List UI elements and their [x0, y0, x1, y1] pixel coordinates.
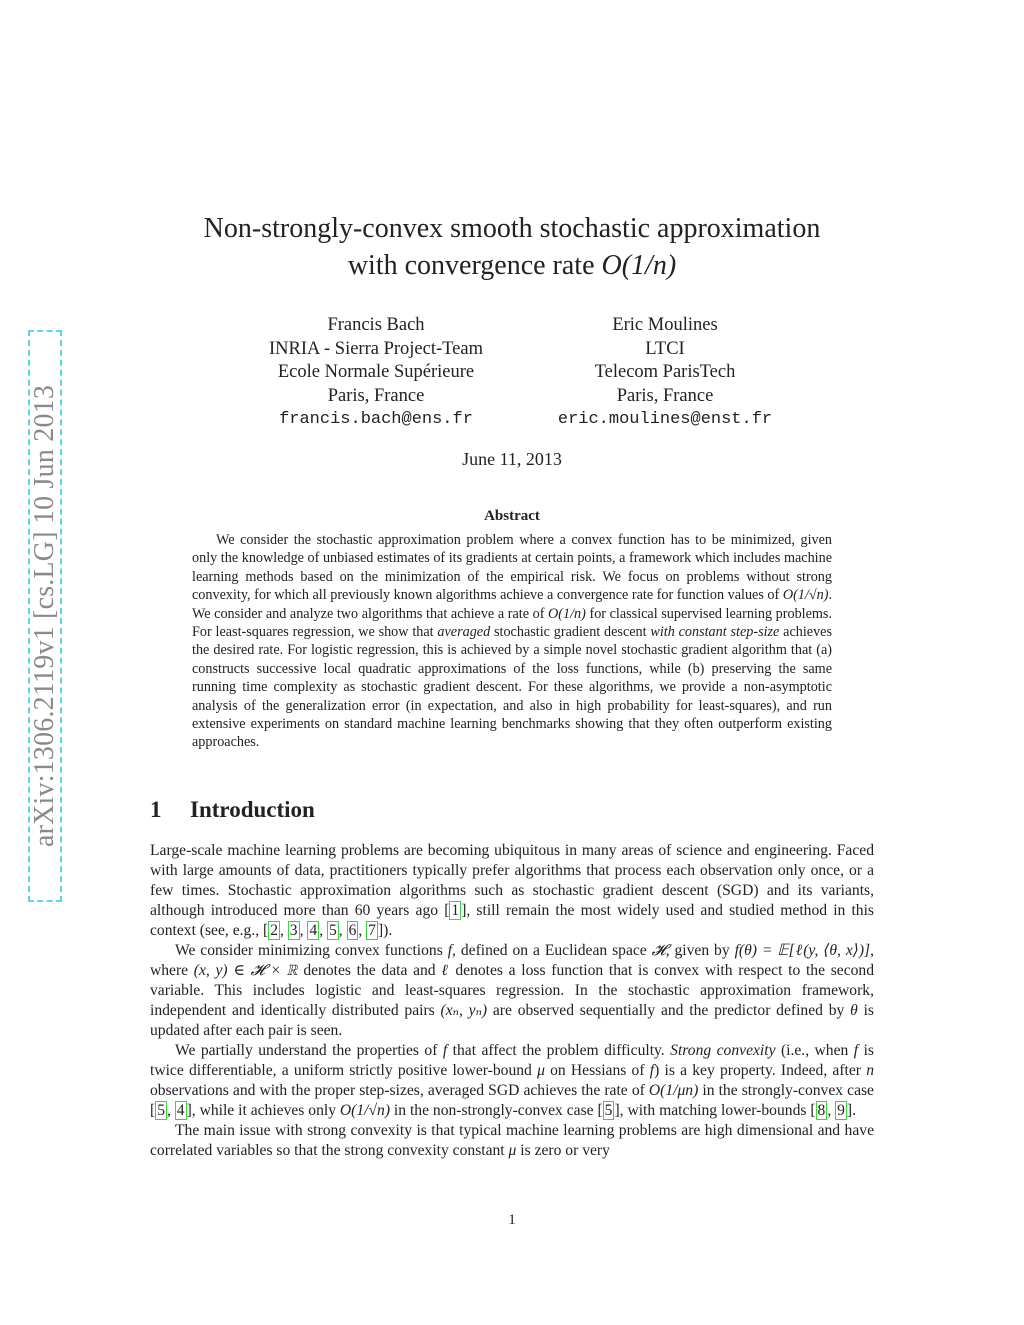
author-name: Francis Bach [327, 315, 425, 335]
arxiv-stamp[interactable] [28, 330, 62, 902]
text-span: ]. [846, 1102, 857, 1119]
citation-link[interactable]: 4 [309, 922, 318, 939]
author-affiliation: Ecole Normale Supérieure [277, 362, 475, 382]
text-span: ) is a key property. Indeed, after [654, 1062, 867, 1079]
citation-link[interactable]: 3 [289, 922, 298, 939]
math-inline: (x, y) ∈ 𝓗 × ℝ [193, 962, 298, 979]
author-affiliation: INRIA - Sierra Project-Team [269, 338, 483, 359]
text-span: observations and with the proper step-sizes, averaged SGD achieves the rate of [150, 1082, 649, 1099]
emphasis: averaged [437, 624, 491, 641]
text-span: in the non-strongly-convex case [ [390, 1102, 603, 1119]
math-inline: O(1/√n) [782, 587, 829, 604]
citation-link[interactable]: 9 [837, 1102, 845, 1119]
text-span: is twice differentiable, a uniform strictly positive lower-bound [150, 1042, 874, 1079]
math-inline: 𝓗 [651, 942, 666, 959]
text-span: , where [150, 942, 874, 979]
author-location: Paris, France [616, 385, 714, 406]
citation-link[interactable]: 7 [368, 922, 376, 939]
citation-link[interactable]: 4 [176, 1102, 185, 1119]
citation-link[interactable]: 5 [157, 1102, 165, 1119]
paragraph-1: Large-scale machine learning problems are becoming ubiquitous in many areas of science and engineering. Faced with large amounts of data, practitioners typically prefer algorithms that process each observation only once, or a few times. Stochastic approximation algorithms such as stochastic gradient descent (SGD) and its variants, although introduced more than 60 years ago [ 1 ], still remain the most widely used and studied method in this context (see, e.g., [ 2 , 3 , 4 , 5 , 6 , 7 ]). [150, 842, 874, 939]
section-number: 1 [150, 797, 162, 822]
author-block-moulines [515, 314, 815, 432]
paper-title [150, 210, 874, 284]
abstract-span: for classical supervised learning problems. For least-squares regression, we show that [192, 605, 832, 641]
text-span: We partially understand the properties of [175, 1042, 443, 1059]
math-inline: f [447, 942, 453, 959]
math-inline: f [649, 1062, 655, 1079]
math-inline: f(θ) = 𝔼[ℓ(y, ⟨θ, x⟩)] [734, 942, 871, 959]
citation-link[interactable]: 1 [451, 902, 460, 919]
text-span: , defined on a Euclidean space [452, 942, 652, 959]
emphasis: Strong convexity [670, 1042, 776, 1059]
math-inline: μ [537, 1062, 545, 1079]
paragraph-4 [150, 1121, 874, 1161]
text-span: is zero or very [516, 1142, 610, 1159]
text-span: Large-scale machine learning problems are becoming ubiquitous in many areas of science and engineering. Faced with large amounts of data, practitioners typically prefer algorithms that process each observation only once, or a few times. Stochastic approximation algorithms such as stochastic gradient descent (SGD) and its variants, although introduced more than 60 years ago [ [150, 842, 874, 919]
abstract-heading: Abstract [484, 508, 540, 524]
math-inline: f [853, 1042, 859, 1059]
abstract-text [192, 531, 832, 752]
author-location: Paris, France [327, 385, 425, 406]
paragraph-3: We partially understand the properties of f that affect the problem difficulty. Strong convexity (i.e., when f is twice differentiable, a uniform strictly positive lower-bound μ on Hessians of f) is a key property. Indeed, after n observations and with the proper step-sizes, averaged SGD achieves the rate of O(1/μn) in the strongly-convex case [ 5 , 4 ], while it achieves only O(1/√n) in the non-strongly-convex case [ 5 ], with matching lower-bounds [ 8 , 9 ]. [150, 1042, 875, 1119]
text-span: ]). [377, 922, 393, 939]
citation-link[interactable]: 5 [604, 1102, 613, 1119]
math-inline: O(1/n) [548, 605, 586, 622]
math-inline: f [442, 1042, 448, 1059]
text-span: ], still remain the most widely used and studied method in this context (see, e.g., [ [150, 902, 874, 939]
abstract-span: stochastic gradient descent [490, 624, 651, 641]
text-span: that affect the problem difficulty. [447, 1042, 671, 1059]
author-affiliation: LTCI [645, 338, 685, 359]
arxiv-id: arXiv:1306.2119v1 [cs.LG] 10 Jun 2013 [29, 384, 60, 848]
math-inline: θ [850, 1002, 858, 1019]
paragraph-2 [150, 941, 874, 1041]
text-span: (i.e., when [775, 1042, 854, 1059]
math-inline: n [866, 1062, 875, 1079]
citation-link[interactable]: 5 [328, 922, 337, 939]
abstract-span: . We consider and analyze two algorithms that achieve a rate of [192, 587, 832, 622]
math-inline: ℓ [441, 962, 450, 979]
text-span: ], while it achieves only [186, 1102, 340, 1119]
title-line-1: Non-strongly-convex smooth stochastic approximation [203, 213, 821, 244]
author-name: Eric Moulines [612, 315, 718, 335]
section-title: Introduction [190, 797, 315, 822]
paper-date: June 11, 2013 [462, 449, 562, 469]
math-inline: μ [508, 1142, 517, 1159]
math-inline: O(1/μn) [648, 1082, 699, 1099]
text-span: are observed sequentially and the predictor defined by [487, 1002, 851, 1019]
text-span: in the strongly-convex case [ [150, 1082, 874, 1119]
body-text [150, 841, 874, 1161]
section-heading [150, 797, 315, 823]
author-block-bach [226, 314, 526, 432]
title-math: O(1/n) [601, 250, 677, 281]
math-inline: O(1/√n) [339, 1102, 391, 1119]
text-span: , given by [665, 942, 735, 959]
citation-link[interactable]: 2 [270, 922, 278, 939]
author-email[interactable]: eric.moulines@enst.fr [557, 410, 773, 429]
abstract-span: We consider the stochastic approximation problem where a convex function has to be minimized, given only the knowledge of unbiased estimates of its gradients at certain points, a framework which includes machine learning methods based on the minimization of the empirical risk. We focus on problems without strong convexity, for which all previously known algorithms achieve a convergence rate for function values of [192, 532, 832, 604]
text-span: denotes the data and [297, 962, 442, 979]
text-span: denotes a loss function that is convex with respect to the second variable. This includes logistic and least-squares regression. In the stochastic approximation framework, independent and identically distributed pairs [150, 962, 874, 1019]
text-span: on Hessians of [544, 1062, 650, 1079]
math-inline: (xₙ, yₙ) [440, 1002, 488, 1019]
text-span: ], with matching lower-bounds [ [614, 1102, 816, 1119]
text-span: is updated after each pair is seen. [150, 1002, 874, 1039]
abstract-span: achieves the desired rate. For logistic regression, this is achieved by a simple novel stochastic gradient algorithm that (a) constructs successive local quadratic approximations of the loss functions, while (b) preserving the same running time complexity as stochastic gradient descent. For these algorithms, we provide a non-asymptotic analysis of the generalization error (in expectation, and also in high probability for least-squares), and run extensive experiments on standard machine learning benchmarks showing that they often outperform existing approaches. [192, 624, 832, 751]
page-number: 1 [508, 1212, 516, 1228]
text-span: The main issue with strong convexity is that typical machine learning problems are high dimensional and have correlated variables so that the strong convexity constant [150, 1122, 874, 1159]
emphasis: with constant step-size [650, 624, 780, 641]
text-span: We consider minimizing convex functions [175, 942, 448, 959]
citation-link[interactable]: 6 [348, 922, 357, 939]
title-line-2-text: with convergence rate [347, 250, 602, 281]
title-line-2 [150, 247, 874, 284]
author-affiliation: Telecom ParisTech [594, 362, 736, 382]
citation-link[interactable]: 8 [817, 1102, 826, 1119]
author-email[interactable]: francis.bach@ens.fr [279, 410, 473, 429]
